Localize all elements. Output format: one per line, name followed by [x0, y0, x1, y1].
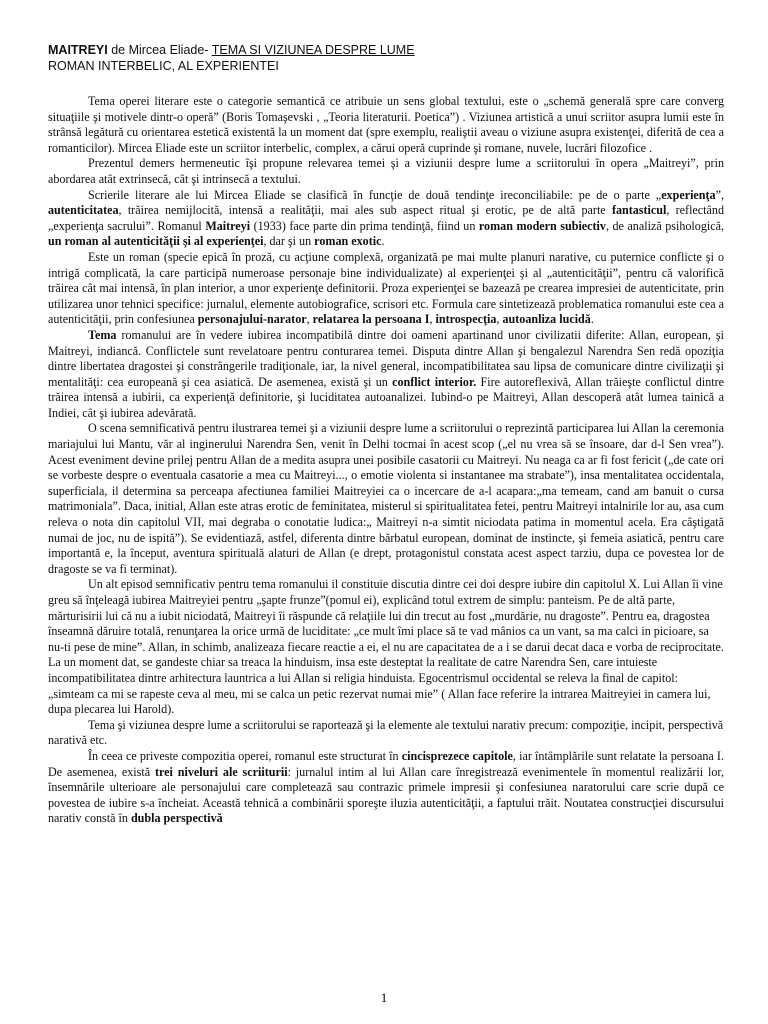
text-run: , [306, 312, 313, 327]
bold-phrase: roman exotic [314, 234, 382, 249]
bold-phrase: introspecţia [435, 312, 497, 327]
bold-phrase: personajului-narator [197, 312, 307, 327]
paragraph-2: Prezentul demers hermeneutic îşi propune relevarea temei şi a viziunii despre lume a scriitorului în opera „Maitreyi”, prin abordarea atât extrinsecă, cât şi intrinsecă a textului. [48, 156, 724, 186]
bold-phrase: cincisprezece capitole [401, 748, 513, 763]
text-run: ”, [715, 187, 724, 202]
document-header [48, 42, 724, 74]
bold-phrase: autenticitatea [48, 203, 119, 218]
page-number: 1 [380, 990, 388, 1005]
text-run: , reflectând „experienţa sacrului”. Romanul [48, 203, 724, 233]
text-run: . [590, 312, 594, 327]
bold-phrase: un roman al autenticităţii şi al experienţei [48, 234, 264, 249]
paragraph-4 [48, 250, 724, 328]
text-run: , dar şi un [263, 234, 315, 249]
text-run: Fire autoreflexivă, Allan trăieşte conflictul dintre trăirea intensă a iubirii, ca experienţă definitorie, şi luciditatea autoanalizei. Iubind-o pe Maitreyi, Allan descoperă atât lumea tainică a Indiei, cât şi iubirea adevărată. [48, 374, 724, 420]
bold-phrase: trei niveluri ale scriiturii [154, 764, 288, 779]
bold-phrase: fantasticul [611, 203, 667, 218]
novel-title: MAITREYI [48, 43, 108, 57]
paragraph-8: Tema şi viziunea despre lume a scriitorului se raportează şi la elemente ale textului narativ precum: compoziţie, incipit, perspectivă narativă etc. [48, 717, 724, 748]
genre-subtitle: ROMAN INTERBELIC, AL EXPERIENTEI [48, 59, 279, 73]
bold-phrase: experienţa [661, 187, 716, 202]
text-run: : jurnalul intim al lui Allan care înregistrează evenimentele în momentul realizării lor, însemnările ulterioare ale personajului care completează sau contrazic primele impresii şi confesiunea naratorului care scrie după ce povestea de iubire s-a încheiat. Această tehnică a combinării sporeşte iluzia autenticităţii, a faptului trăit. Noutatea construcţiei discursului narativ constă în [48, 764, 725, 826]
text-run: , trăirea nemijlocită, intensă a realităţii, mai ales sub aspect ritual şi erotic, pe de altă parte [118, 203, 612, 218]
text-run: . [381, 234, 385, 249]
text-run: , de analiză psihologică, [605, 218, 724, 233]
text-run: , [429, 312, 436, 327]
text-run: , [496, 312, 503, 327]
paragraph-7: Un alt episod semnificativ pentru tema romanului il constituie discutia dintre cei doi despre iubire din capitolul X. Lui Allan îi vine greu să înţeleagă iubirea Maitreyiei pentru „şapte frunze”(pomul ei), explicând totul extrem de simplu: panteism. Pe de altă parte, mărturisirii lui că nu a iubit niciodată, Maitreyi îi răspunde că relaţiile lui din trecut au fost „murdărie, nu dragoste”. Pentru ea, dragostea înseamnă dăruire totală, renunţarea la orice urmă de luciditate: „ce mult îmi place să te vad mânios ca un vant, sa ma calci in picioare, sa nu-ti pese de mine”. Allan, in schimb, analizeaza fiecare reactie a ei, el nu are capacitatea de a i se darui decat daca e vorba de reciprocitate. La un moment dat, se gandeste chiar sa treaca la hinduism, insa este desteptat la realitate de catre Narendra Sen, care intuieste incompatibilitatea dintre arhitectura launtrica a lui Allan si religia hinduista. Egocentrismul occidental se releva la final de capitol:„simteam ca mi se rapeste ceva al meu, mi se calca un petic rezervat numai mie” ( Allan face referire la intrarea Maitreyiei in camera lui, dupa plecarea lui Harold). [48, 577, 724, 717]
text-run: , iar întâmplările sunt relatate la persoana I. De asemenea, există [48, 748, 724, 779]
bold-phrase: Maitreyi [205, 218, 251, 233]
essay-theme: TEMA SI VIZIUNEA DESPRE LUME [211, 43, 415, 57]
text-run: (1933) face parte din prima tendinţă, fiind un [250, 218, 479, 233]
author-line: de Mircea Eliade- [107, 43, 212, 57]
bold-phrase: relatarea la persoana I [312, 312, 430, 327]
bold-phrase: roman modern subiectiv [478, 218, 606, 233]
paragraph-3 [48, 188, 724, 250]
document-page [48, 42, 724, 827]
bold-phrase: dubla perspectivă [130, 811, 223, 826]
essay-body [48, 94, 724, 827]
bold-phrase: autoanliza lucidă [502, 312, 591, 327]
paragraph-9 [48, 749, 724, 827]
paragraph-6: O scena semnificativă pentru ilustrarea temei şi a viziunii despre lume a scriitorului o reprezintă participarea lui Allan la ceremonia mariajului lui Mantu, văr al inginerului Narendra Sen, venit în Delhi tocmai în acest scop („el nu vrea să se însoare, dar d-l Sen vrea”). Acest eveniment devine prilej pentru Allan de a medita asupra unei posibile casatorii cu Maitreyi. Nu neaga ca ar fi fost fericit („de cate ori se vorbeste despre o eventuala casatorie a mea cu Maitreyi..., o emotie violenta si instantanee ma strabate”), insa mentalitatea occidentala, superficiala, il determina sa perceapa afectiunea familiei Maitreyiei ca o incercare de a-l acapara:„ma temeam, cand am banuit o cursa matrimoniala”. Daca, initial, Allan este atras erotic de feminitatea, misterul si spiritualitatea fetei, pentru Maitreyi intalnirile lor au, asa cum releva o nota din capitolul VII, mai degraba o conotatie ludica:„ Maitreyi n-a simtit niciodata patima in momentul acela. Era câştigată numai de joc, nu de ispită”). Se evidentiază, astfel, diferenta dintre bărbatul european, dominat de instincte, şi femeia asiatică, pentru care importantă e, la început, aventura spirituală alaturi de Allan (e drept, protagonistul constata acest aspect tarziu, dupa ce povestea lor de dragoste se va fi terminat). [48, 421, 724, 576]
bold-phrase: Tema [88, 327, 117, 342]
paragraph-1: Tema operei literare este o categorie semantică ce atribuie un sens global textului, este o „schemă generală spre care converg situaţiile şi motivele dintr-o operă” (Boris Tomaşevski , „Teoria literaturii. Poetica”) . Viziunea artistică a unui scriitor asupra lumii este în strânsă legătură cu orientarea estetică existentă la un moment dat (spre exemplu, realiştii aveau o viziune asupra existenţei, diferită de cea a romanticilor). Mircea Eliade este un scriitor interbelic, complex, a cărui operă cuprinde şi romane, nuvele, lucrări filozofice . [48, 94, 724, 155]
text-run: Este un roman (specie epică în proză, cu acţiune complexă, organizată pe mai multe planuri narative, cu puternice conflicte şi o intrigă complicată, la care participă numeroase personaje bine individualizate) al experienţei şi al „autenticităţii”, pentru că valorifică trăirea cât mai intensă, în plan interior, a unor experienţe definitorii. Proza experienţei se bazează pe crearea impresiei de autenticitate, prin utilizarea unor tehnici specifice: jurnalul, elemente autobiografice, scrisori etc. Formula care sintetizează problematica romanului este cea a autenticităţii, prin confesiunea [48, 249, 724, 327]
text-run: În ceea ce priveste compozitia operei, romanul este structurat în [88, 748, 402, 763]
text-run: romanului are în vedere iubirea incompatibilă dintre doi oameni apartinand unor civilizatii diferite: Allan, european, şi Maitreyi, indiancă. Conflictele sunt revelatoare pentru conturarea temei. Disputa dintre Allan şi bengalezul Narendra Sen redă opoziţia dintre libertatea dragostei şi constrângerile tradiţionale, iar, la nivel general, incompatibilitatea sau lipsa de comunicare dintre civilizaţii şi mentalităţi: cea europeană şi cea asiatică. De asemenea, există şi un [48, 327, 724, 389]
bold-phrase: conflict interior. [392, 374, 477, 389]
text-run: Scrierile literare ale lui Mircea Eliade se clasifică în funcţie de două tendinţe ireconciliabile: pe de o parte „ [88, 187, 662, 202]
paragraph-5 [48, 328, 724, 422]
